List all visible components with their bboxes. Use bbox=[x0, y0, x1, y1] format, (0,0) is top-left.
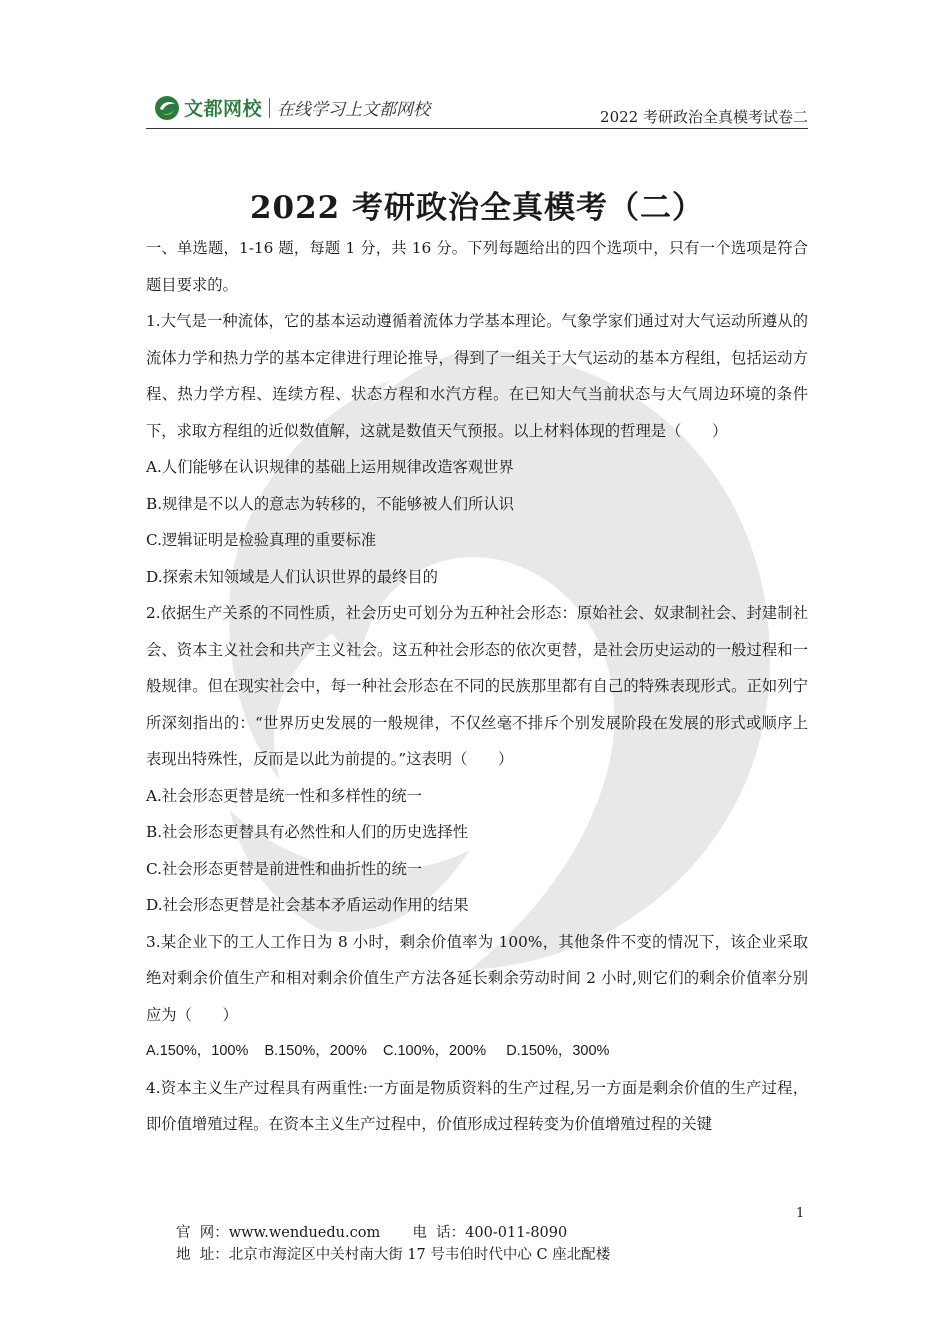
question-1 bbox=[146, 303, 808, 595]
option-d: D.探索未知领域是人们认识世界的最终目的 bbox=[146, 567, 438, 586]
page-footer bbox=[176, 1222, 610, 1266]
option-c: C.社会形态更替是前进性和曲折性的统一 bbox=[146, 859, 423, 878]
page-number: 1 bbox=[796, 1206, 805, 1221]
brand-logo bbox=[154, 94, 430, 121]
page-header bbox=[146, 90, 808, 130]
wendu-logo-icon bbox=[154, 95, 180, 121]
question-4 bbox=[146, 1070, 808, 1143]
question-text: 2.依据生产关系的不同性质，社会历史可划分为五种社会形态：原始社会、奴隶制社会、封建制社会、资本主义社会和共产主义社会。这五种社会形态的依次更替，是社会历史运动的一般过程和一般规律。但在现实社会中，每一种社会形态在不同的民族那里都有自己的特殊表现形式。正如列宁所深刻指出的：“世界历史发展的一般规律，不仅丝毫不排斥个别发展阶段在发展的形式或顺序上表现出特殊性，反而是以此为前提的。”这表明（ ） bbox=[146, 604, 808, 768]
document-body bbox=[146, 186, 808, 1143]
option-c: C.逻辑证明是检验真理的重要标准 bbox=[146, 531, 377, 549]
option-b: B.社会形态更替具有必然性和人们的历史选择性 bbox=[146, 823, 469, 841]
option-a: A.人们能够在认识规律的基础上运用规律改造客观世界 bbox=[146, 458, 514, 476]
section-intro: 一、单选题，1-16 题，每题 1 分，共 16 分。下列每题给出的四个选项中，只有一个选项是符合题目要求的。 bbox=[146, 239, 808, 294]
footer-contact: 官 网：www.wenduedu.com 电 话：400-011-8090 bbox=[176, 1225, 568, 1241]
question-2 bbox=[146, 595, 808, 924]
option-b: B.规律是不以人的意志为转移的，不能够被人们所认识 bbox=[146, 494, 514, 513]
option-a: A.社会形态更替是统一性和多样性的统一 bbox=[146, 786, 422, 805]
question-text: 1.大气是一种流体，它的基本运动遵循着流体力学基本理论。气象学家们通过对大气运动所遵从的流体力学和热力学的基本定律进行理论推导，得到了一组关于大气运动的基本方程组，包括运动方程、热力学方程、连续方程、状态方程和水汽方程。在已知大气当前状态与大气周边环境的条件下，求取方程组的近似数值解，这就是数值天气预报。以上材料体现的哲理是（ ） bbox=[146, 312, 808, 440]
question-3 bbox=[146, 924, 808, 1070]
header-rule bbox=[146, 128, 808, 129]
question-text: 4.资本主义生产过程具有两重性:一方面是物质资料的生产过程,另一方面是剩余价值的生产过程，即价值增殖过程。在资本主义生产过程中，价值形成过程转变为价值增殖过程的关键 bbox=[146, 1078, 808, 1133]
header-doc-title: 2022 考研政治全真模考试卷二 bbox=[600, 108, 808, 126]
brand-slogan: 在线学习上文都网校 bbox=[277, 100, 431, 120]
option-d: D.社会形态更替是社会基本矛盾运动作用的结果 bbox=[146, 896, 469, 914]
options-inline: A.150%，100% B.150%，200% C.100%，200% D.150%，300% bbox=[146, 1043, 610, 1059]
header-divider bbox=[269, 98, 270, 118]
brand-name: 文都网校 bbox=[184, 98, 263, 120]
question-text: 3.某企业下的工人工作日为 8 小时，剩余价值率为 100%，其他条件不变的情况下，该企业采取绝对剩余价值生产和相对剩余价值生产方法各延长剩余劳动时间 2 小时,则它们的剩余价值率分别应为（ ） bbox=[146, 932, 808, 1024]
footer-address: 地 址：北京市海淀区中关村南大街 17 号韦伯时代中心 C 座北配楼 bbox=[176, 1247, 611, 1263]
page-title: 2022 考研政治全真模考（二） bbox=[249, 190, 705, 226]
